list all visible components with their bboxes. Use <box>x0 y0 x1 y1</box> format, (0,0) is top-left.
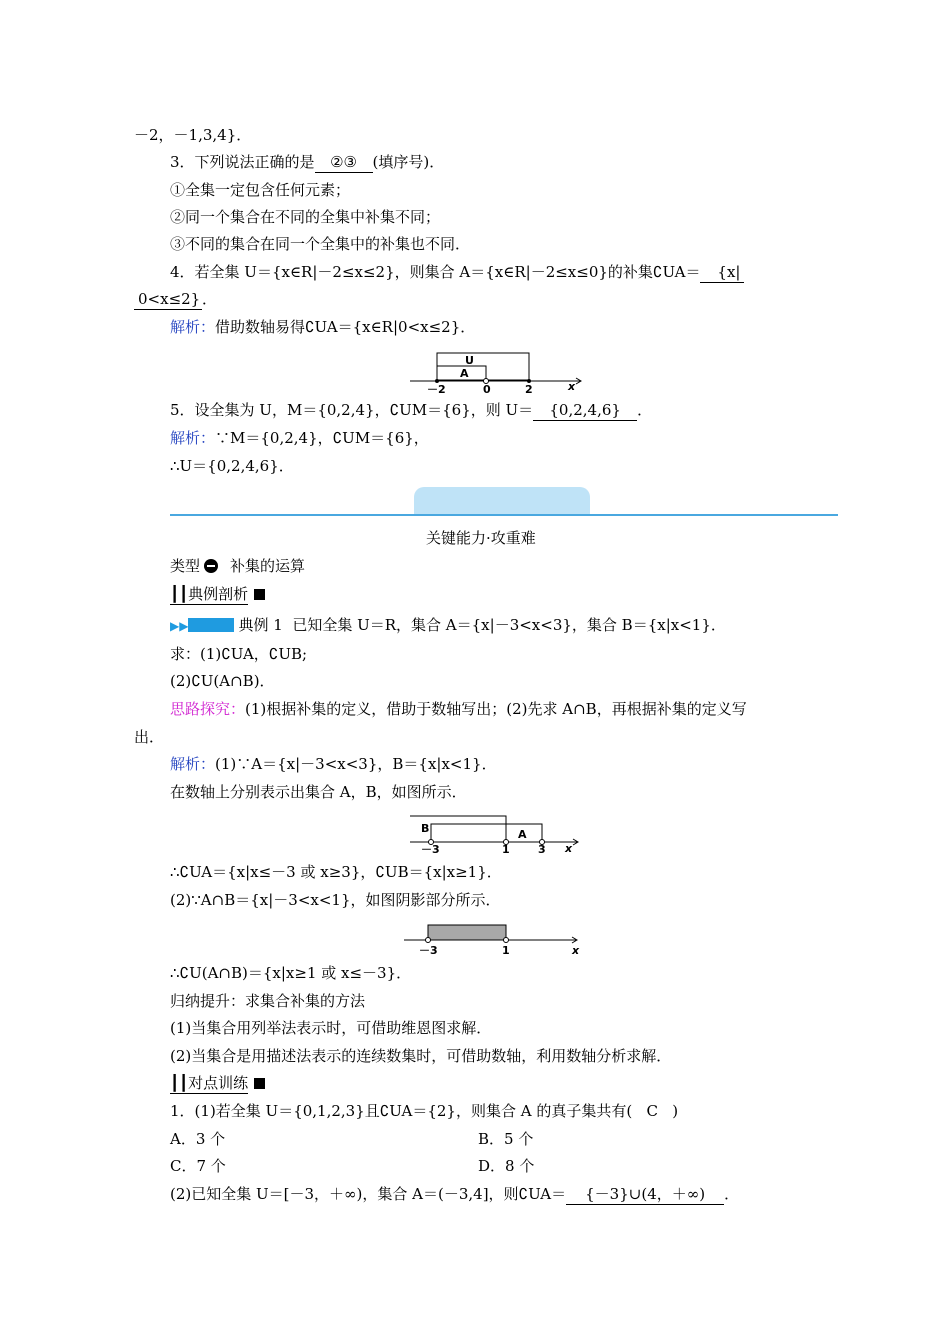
example-text: 已知全集 U＝R，集合 A＝{x|－3<x<3}，集合 B＝{x|x<1}． <box>292 616 726 634</box>
q3-option-2: ②同一个集合在不同的全集中补集不同； <box>170 208 441 226</box>
type-label: 类型 <box>170 557 201 575</box>
diagram3-axis-label: x <box>572 944 580 957</box>
text-line: －2，－1,3,4}． <box>134 126 252 144</box>
diagram2-tick-1: －3 <box>421 843 440 854</box>
q5-solution-text: ∵M＝{0,2,4}，∁UM＝{6}， <box>215 429 429 447</box>
idea-text: (1)根据补集的定义，借助于数轴写出；(2)先求 A∩B，再根据补集的定义写 <box>245 700 747 718</box>
q4-solution <box>170 317 475 337</box>
q4-answer-part1: {x| <box>700 262 744 283</box>
training-1-answer: C <box>646 1102 658 1120</box>
q5-prefix: 5．设全集为 U，M＝{0,2,4}，∁UM＝{6}，则 U＝ <box>170 401 534 419</box>
question-3 <box>170 152 444 173</box>
diagram1-tick-1: －2 <box>427 383 446 395</box>
solution-label: 解析： <box>170 429 216 447</box>
q3-suffix: (填序号)． <box>372 153 445 171</box>
solution-line-3: ∴∁UA＝{x|x≤－3 或 x≥3}，∁UB＝{x|x≥1}． <box>170 863 502 881</box>
number-line-diagram-3 <box>400 920 585 958</box>
subheading-training <box>170 1073 265 1094</box>
solution-label: 解析： <box>170 318 216 336</box>
diagram1-label-a: A <box>460 367 469 380</box>
training-2-text: (2)已知全集 U＝[－3，＋∞)，集合 A＝(－3,4]，则∁UA＝ <box>170 1185 567 1203</box>
diagram3-tick-2: 1 <box>502 944 510 957</box>
solution-line-5: ∴∁U(A∩B)＝{x|x≥1 或 x≤－3}． <box>170 964 412 982</box>
training-1 <box>170 1101 678 1121</box>
q5-answer: {0,2,4,6} <box>533 400 637 421</box>
diagram2-label-b: B <box>421 822 430 835</box>
type-heading <box>170 556 305 576</box>
solution-label: 解析： <box>170 755 216 773</box>
question-5 <box>170 400 652 421</box>
solution-text-1: (1)∵A＝{x|－3<x<3}，B＝{x|x<1}． <box>215 755 497 773</box>
example-ask-2: (2)∁U(A∩B)． <box>170 672 275 690</box>
training-2 <box>170 1184 739 1205</box>
training-1-text: 1．(1)若全集 U＝{0,1,2,3}且∁UA＝{2}，则集合 A 的真子集共有( <box>170 1102 633 1120</box>
number-one-icon <box>204 559 218 573</box>
training-2-answer: {－3}∪(4，＋∞) <box>566 1184 724 1205</box>
example-1 <box>170 615 726 636</box>
idea-label: 思路探究： <box>170 700 246 718</box>
arrow-icon: ▶▶ <box>170 619 189 633</box>
idea-line-2: 出． <box>134 728 165 746</box>
q5-end: ． <box>637 401 653 419</box>
summary-2: (2)当集合是用描述法表示的连续数集时，可借助数轴，利用数轴分析求解． <box>170 1047 672 1065</box>
training-2-end: ． <box>724 1185 740 1203</box>
q4-prefix: 4．若全集 U＝{x∈R|－2≤x≤2}，则集合 A＝{x∈R|－2≤x≤0}的补集∁UA＝ <box>170 263 701 281</box>
q5-solution-2: ∴U＝{0,2,4,6}． <box>170 457 294 475</box>
section-divider <box>170 514 838 516</box>
idea-line <box>170 699 747 719</box>
example-label: 典例 1 <box>238 616 283 634</box>
q3-answer: ②③ <box>315 152 373 173</box>
question-4 <box>170 262 744 283</box>
summary-title: 归纳提升：求集合补集的方法 <box>170 992 366 1010</box>
diagram2-tick-2: 1 <box>502 843 510 854</box>
summary-1: (1)当集合用列举法表示时，可借助维恩图求解． <box>170 1019 492 1037</box>
q4-answer-line <box>134 289 217 310</box>
q4-end: ． <box>202 290 218 308</box>
solution-line-1 <box>170 754 497 774</box>
option-a: A．3 个 <box>170 1130 226 1148</box>
diagram1-axis-label: x <box>568 380 576 393</box>
solution-line-4: (2)∵A∩B＝{x|－3<x<1}，如图阴影部分所示． <box>170 891 501 909</box>
solution-line-2: 在数轴上分别表示出集合 A，B，如图所示． <box>170 783 467 801</box>
subheading-bar: ┃┃典例剖析 <box>170 585 249 603</box>
diagram2-axis-label: x <box>565 842 573 854</box>
option-d: D．8 个 <box>478 1157 535 1175</box>
number-line-diagram-2 <box>405 812 585 854</box>
diagram1-tick-2: 0 <box>483 383 491 395</box>
diagram3-tick-1: －3 <box>419 944 438 957</box>
square-icon <box>254 589 265 600</box>
q3-option-1: ①全集一定包含任何元素； <box>170 181 351 199</box>
q3-prefix: 3．下列说法正确的是 <box>170 153 315 171</box>
diagram2-tick-3: 3 <box>538 843 546 854</box>
number-line-diagram-1 <box>405 350 590 395</box>
diagram2-label-a: A <box>518 828 527 841</box>
q3-option-3: ③不同的集合在同一个全集中的补集也不同． <box>170 235 471 253</box>
diagram1-label-u: U <box>465 354 474 367</box>
training-1-end: ) <box>672 1102 679 1120</box>
example-ask-1: 求：(1)∁UA，∁UB; <box>170 645 308 663</box>
section-tab <box>414 487 590 515</box>
q5-solution <box>170 428 429 448</box>
option-b: B．5 个 <box>478 1130 534 1148</box>
section-title: 关键能力·攻重难 <box>426 529 536 547</box>
type-title: 补集的运算 <box>230 557 306 575</box>
square-icon <box>254 1078 265 1089</box>
diagram1-tick-3: 2 <box>525 383 533 395</box>
q4-answer-part2: 0<x≤2} <box>134 289 202 310</box>
subheading-bar: ┃┃对点训练 <box>170 1074 249 1092</box>
subheading-examples <box>170 584 265 605</box>
q4-solution-text: 借助数轴易得∁UA＝{x∈R|0<x≤2}． <box>215 318 476 336</box>
option-c: C．7 个 <box>170 1157 226 1175</box>
example-tag-icon <box>188 618 234 632</box>
